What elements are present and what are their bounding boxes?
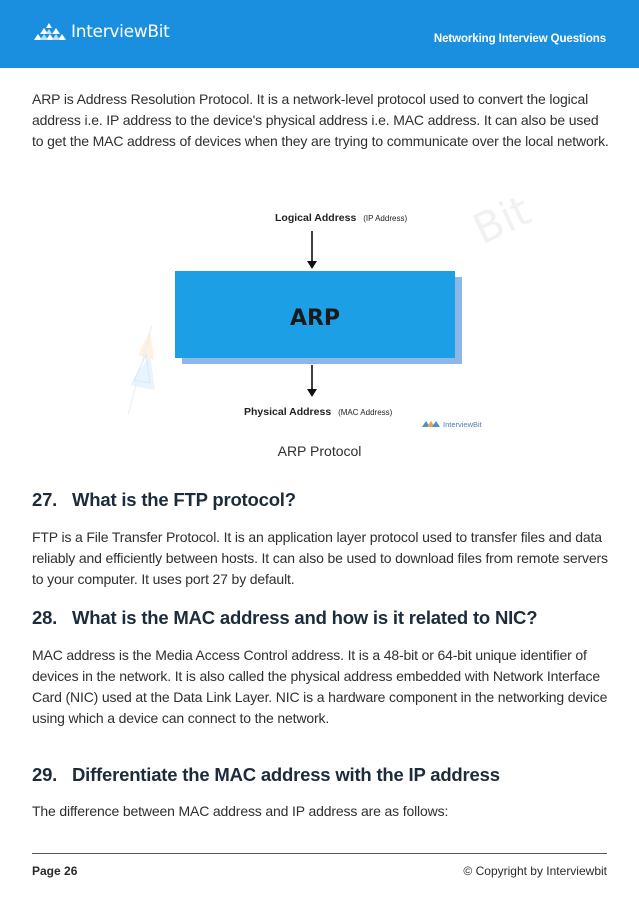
section-number: 28. bbox=[32, 607, 58, 628]
intro-paragraph: ARP is Address Resolution Protocol. It is a network-level protocol used to convert the logical address i.e. IP address to the device's physical address i.e. MAC address. It can also be used to get the MAC address of devices when they are trying to communicate over the local network. bbox=[32, 91, 609, 149]
section-heading bbox=[32, 489, 612, 511]
arrow-down-icon bbox=[307, 231, 317, 269]
footer-divider bbox=[32, 853, 607, 854]
section-number: 27. bbox=[32, 489, 58, 510]
physical-address-label: Physical Address (MAC Address) bbox=[244, 406, 393, 418]
section-number: 29. bbox=[32, 764, 58, 785]
figure-caption: ARP Protocol bbox=[277, 443, 362, 459]
arp-diagram bbox=[110, 185, 560, 435]
svg-text:InterviewBit: InterviewBit bbox=[443, 420, 482, 429]
section-body: FTP is a File Transfer Protocol. It is an application layer protocol used to transfer files and data reliably and efficiently between hosts. It can also be used to download files from remote servers to your computer. It uses port 27 by default. bbox=[32, 529, 608, 587]
interviewbit-logo bbox=[32, 22, 170, 42]
section-body: MAC address is the Media Access Control address. It is a 48-bit or 64-bit unique identifier of devices in the network. It is also called the physical address embedded with Network Interface Card (NIC) used at the Data Link Layer. NIC is a hardware component in the networking device using which a device can connect to the network. bbox=[32, 647, 608, 726]
page-number: Page 26 bbox=[32, 864, 78, 878]
brand-name: InterviewBit bbox=[71, 22, 170, 42]
section-title: What is the FTP protocol? bbox=[72, 489, 296, 510]
interviewbit-watermark-logo bbox=[422, 420, 483, 429]
arrow-down-icon bbox=[307, 365, 317, 397]
copyright-notice: © Copyright by Interviewbit bbox=[463, 864, 607, 878]
section-body: The difference between MAC address and IP address are as follows: bbox=[32, 803, 449, 819]
document-title: Networking Interview Questions bbox=[433, 33, 606, 45]
section-heading bbox=[32, 607, 612, 629]
page-header bbox=[0, 0, 639, 68]
logo-icon bbox=[32, 22, 66, 42]
section-heading bbox=[32, 764, 612, 786]
svg-text:Bit: Bit bbox=[465, 185, 538, 255]
logical-address-label: Logical Address (IP Address) bbox=[275, 212, 408, 224]
arp-diagram-svg bbox=[110, 185, 560, 435]
section-title: What is the MAC address and how is it related to NIC? bbox=[72, 607, 538, 628]
section-title: Differentiate the MAC address with the IP address bbox=[72, 764, 500, 785]
arp-box-label: ARP bbox=[289, 306, 341, 331]
